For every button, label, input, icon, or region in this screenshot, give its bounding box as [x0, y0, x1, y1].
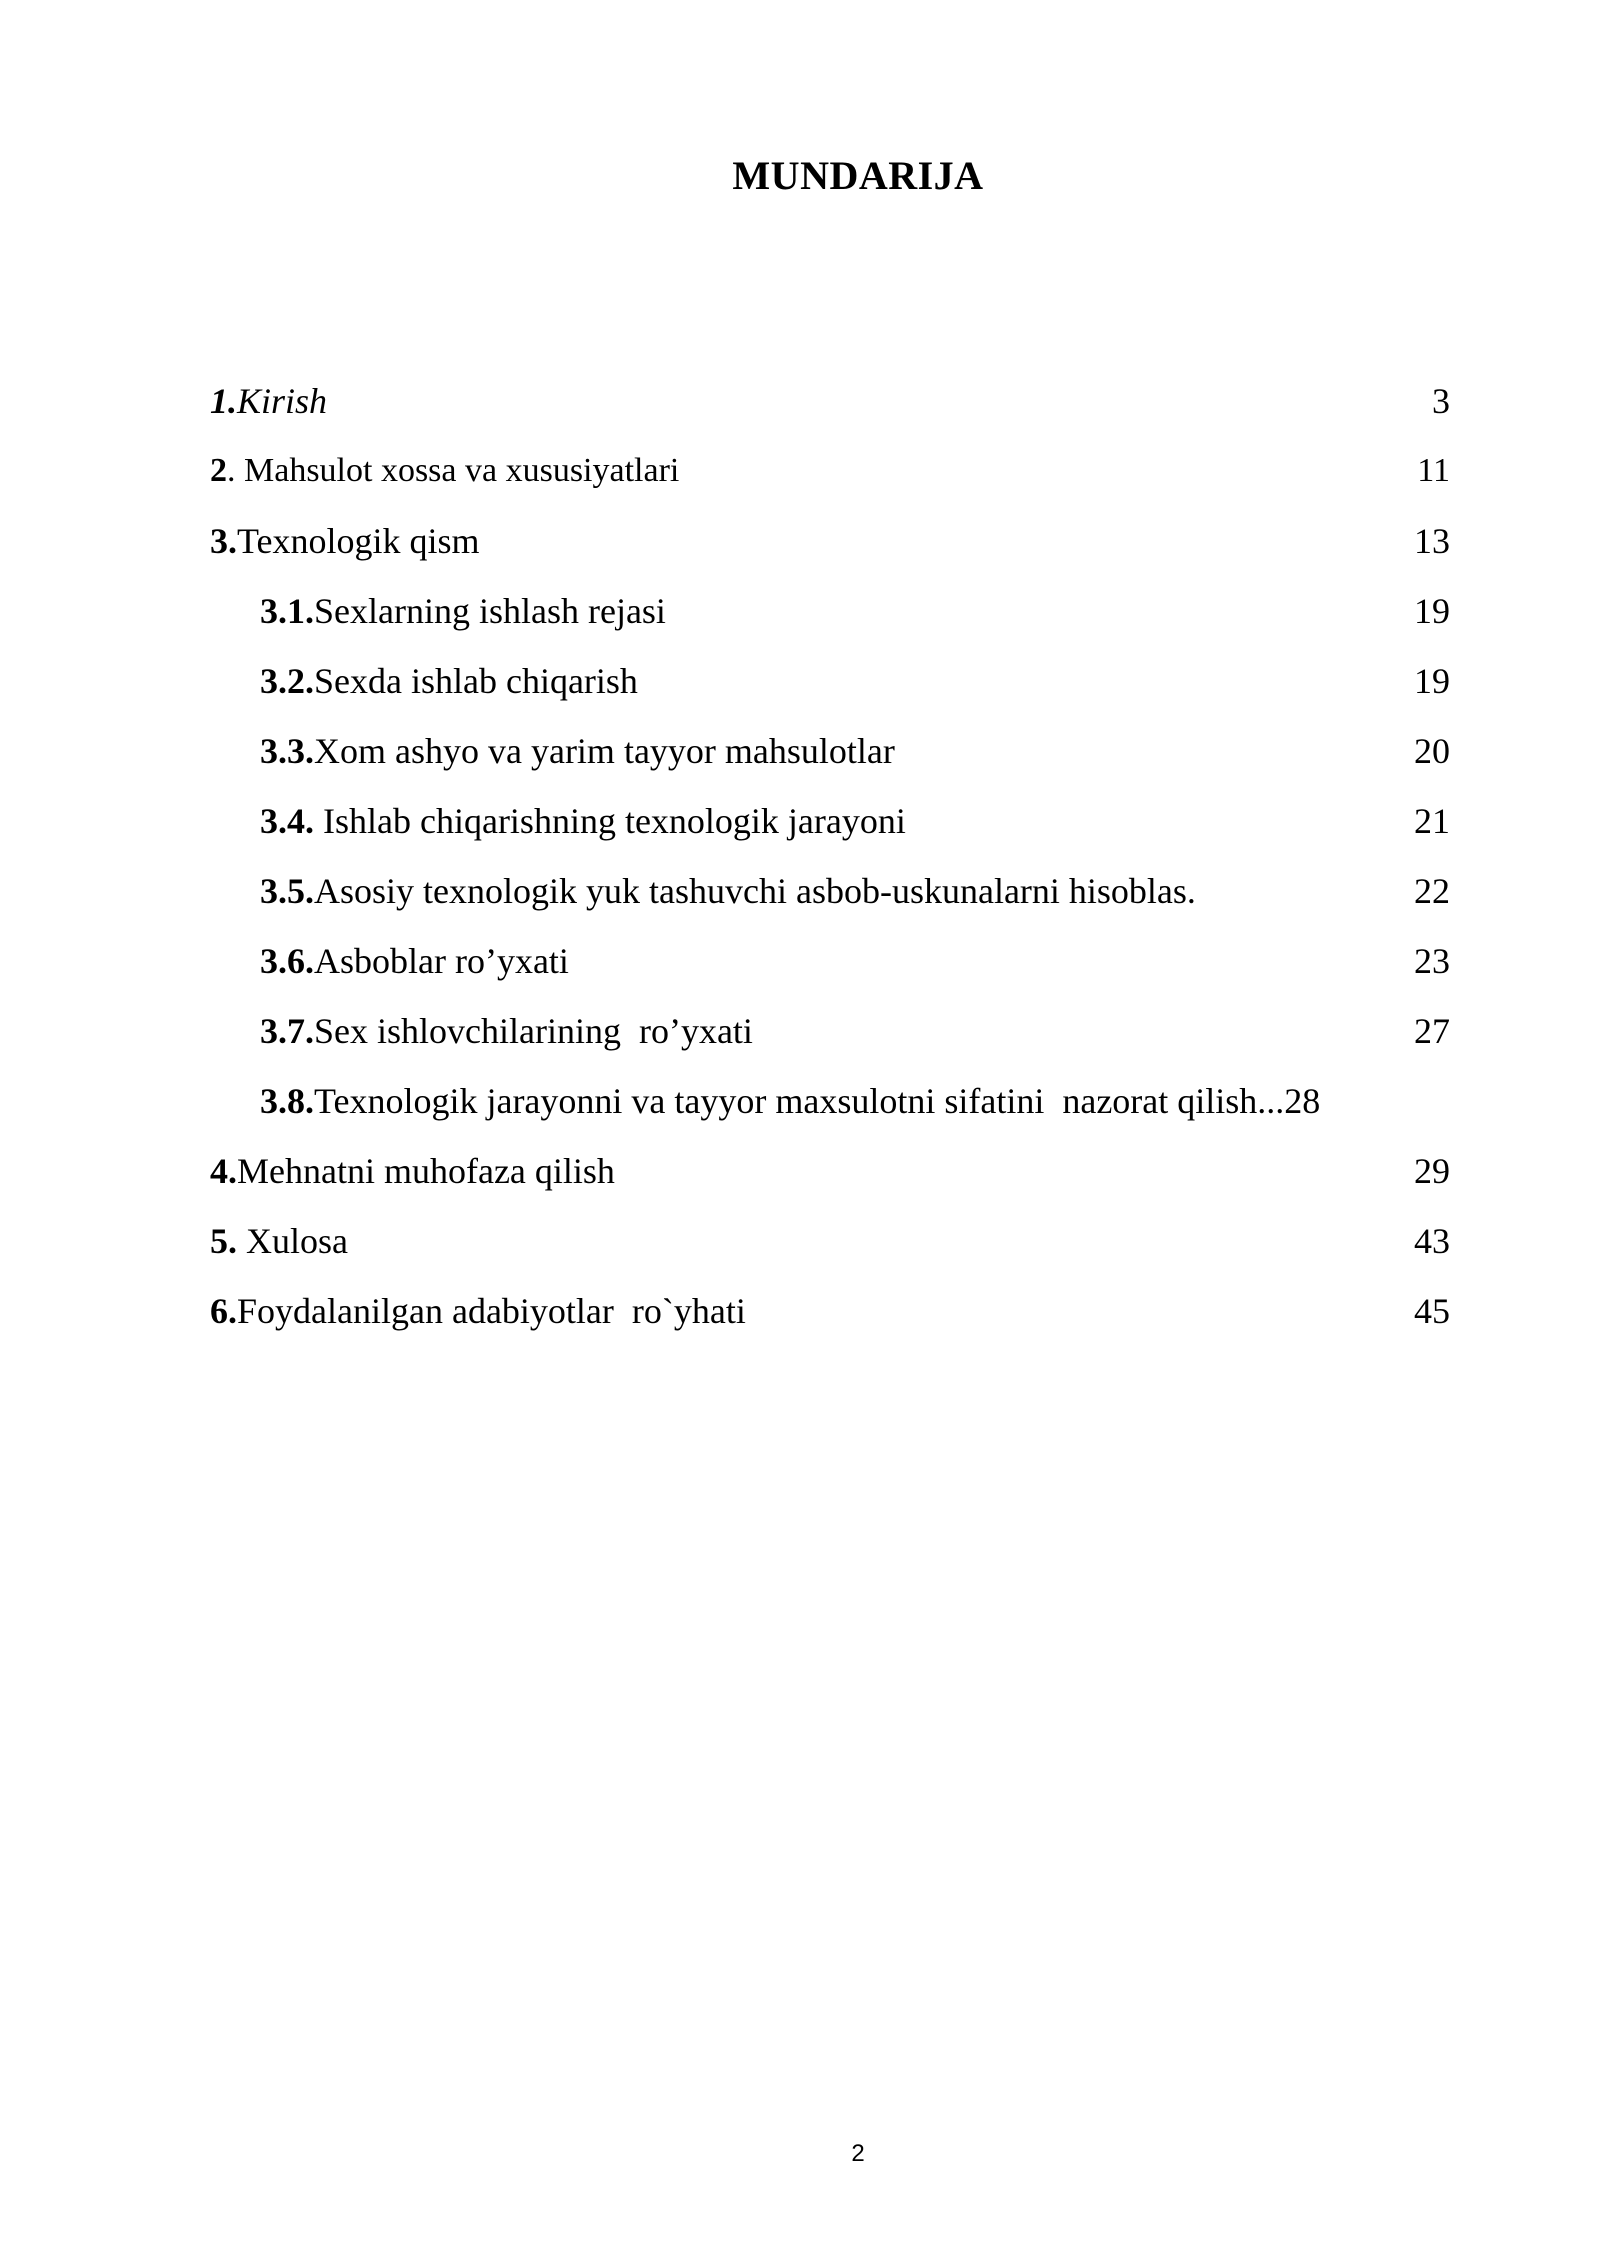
- toc-entry-3-5: [210, 856, 1450, 926]
- toc-entry-number: 3.2.: [260, 661, 314, 701]
- toc-entry-number: 3.3.: [260, 731, 314, 771]
- toc-entry-3-4: [210, 786, 1450, 856]
- toc-entry-label: Mehnatni muhofaza qilish: [237, 1151, 615, 1191]
- toc-entry-number: 3.8.: [260, 1081, 314, 1121]
- toc-entry-xulosa: [210, 1206, 1450, 1276]
- toc-entry-3-8: [210, 1066, 1450, 1136]
- table-of-contents: [210, 366, 1450, 1346]
- toc-entry-mahsulot: [210, 436, 1450, 506]
- toc-entry-number: 3.: [210, 521, 237, 561]
- toc-entry-3-3: [210, 716, 1450, 786]
- toc-entry-label: Texnologik qism: [237, 521, 480, 561]
- toc-entry-number: 3.7.: [260, 1011, 314, 1051]
- toc-entry-number: 1.: [210, 381, 237, 421]
- toc-entry-3-7: [210, 996, 1450, 1066]
- toc-entry-3-1: [210, 576, 1450, 646]
- toc-entry-number: 3.6.: [260, 941, 314, 981]
- toc-entry-number: 6.: [210, 1291, 237, 1331]
- toc-entry-label: Foydalanilgan adabiyotlar ro`yhati: [237, 1291, 746, 1331]
- toc-entry-3-2: [210, 646, 1450, 716]
- toc-entry-page: 11: [1417, 452, 1450, 489]
- toc-entry-label: Ishlab chiqarishning texnologik jarayoni: [314, 801, 906, 841]
- toc-entry-page: 21: [1414, 801, 1450, 841]
- toc-entry-number: 3.1.: [260, 591, 314, 631]
- toc-entry-page: 27: [1414, 1011, 1450, 1051]
- toc-entry-page: 43: [1414, 1221, 1450, 1261]
- toc-entry-page: 13: [1414, 521, 1450, 561]
- toc-entry-page: 28: [1284, 1081, 1321, 1121]
- toc-entry-adabiyotlar: [210, 1276, 1450, 1346]
- toc-entry-kirish: [210, 366, 1450, 436]
- toc-entry-page: 3: [1432, 381, 1450, 421]
- toc-entry-page: 22: [1414, 871, 1450, 911]
- toc-entry-texnologik-qism: [210, 506, 1450, 576]
- toc-entry-label: Texnologik jarayonni va tayyor maxsulotni sifatini nazorat qilish...: [314, 1081, 1285, 1121]
- toc-entry-3-6: [210, 926, 1450, 996]
- toc-entry-page: 29: [1414, 1151, 1450, 1191]
- page-number: 2: [851, 2140, 865, 2167]
- toc-entry-label: Xom ashyo va yarim tayyor mahsulotlar: [314, 731, 895, 771]
- toc-entry-number: 2: [210, 452, 227, 489]
- toc-entry-page: 19: [1414, 591, 1450, 631]
- toc-entry-label: Asboblar ro’yxati: [314, 941, 569, 981]
- toc-entry-number: 4.: [210, 1151, 237, 1191]
- toc-entry-label: . Mahsulot xossa va xususiyatlari: [227, 452, 688, 489]
- toc-entry-mehnatni-muhofaza: [210, 1136, 1450, 1206]
- toc-entry-page: 45: [1414, 1291, 1450, 1331]
- toc-entry-number: 5.: [210, 1221, 237, 1261]
- toc-entry-number: 3.5.: [260, 871, 314, 911]
- toc-entry-label: Sexda ishlab chiqarish: [314, 661, 638, 701]
- toc-entry-page: 19: [1414, 661, 1450, 701]
- toc-entry-label: Sex ishlovchilarining ro’yxati: [314, 1011, 753, 1051]
- toc-entry-page: 23: [1414, 941, 1450, 981]
- toc-entry-label: Asosiy texnologik yuk tashuvchi asbob-uskunalarni hisoblas.: [314, 871, 1196, 911]
- toc-entry-label: Xulosa: [237, 1221, 357, 1261]
- toc-entry-label: Sexlarning ishlash rejasi: [314, 591, 666, 631]
- toc-entry-page: 20: [1414, 731, 1450, 771]
- toc-entry-number: 3.4.: [260, 801, 314, 841]
- page-title: MUNDARIJA: [732, 153, 984, 198]
- toc-entry-label: Kirish: [237, 381, 328, 421]
